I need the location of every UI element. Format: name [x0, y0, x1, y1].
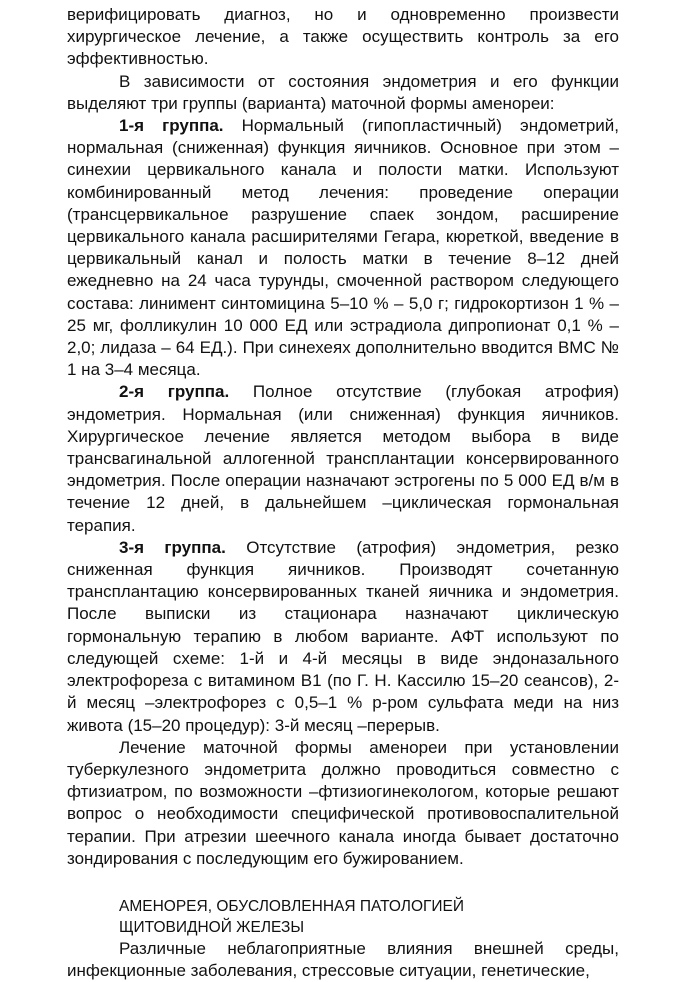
- group-3-text: Отсутствие (атрофия) эндометрия, резко сниженная функция яичников. Производят сочетанную трансплантацию консервированных тканей яичника и эндометрия. После выписки из стационара назначают циклическую гормональную терапию в любом варианте. АФТ используют по следующей схеме: 1-й и 4-й месяцы в виде эндоназального электрофореза с витамином В1 (по Г. Н. Кассилю 15–20 сеансов), 2-й месяц –электрофорез с 0,5–1 % р-ром сульфата меди на низ живота (15–20 процедур): 3-й месяц –перерыв.: [67, 537, 619, 735]
- paragraph-group-2: [67, 381, 619, 536]
- section-heading-line-2: ЩИТОВИДНОЙ ЖЕЛЕЗЫ: [119, 918, 305, 936]
- paragraph-group-3: [67, 537, 619, 737]
- section-heading-line-1: АМЕНОРЕЯ, ОБУСЛОВЛЕННАЯ ПАТОЛОГИЕЙ: [119, 897, 465, 915]
- paragraph-tuberculosis: Лечение маточной формы аменореи при установлении туберкулезного эндометрита должно проводиться совместно с фтизиатром, по возможности –фтизиогинекологом, которые решают вопрос о необходимости специфической противовоспалительной терапии. При атрезии шеечного канала иногда бывает достаточно зондирования с последующим его бужированием.: [67, 737, 619, 868]
- paragraph-intro-continuation: верифицировать диагноз, но и одновременно произвести хирургическое лечение, а также осуществить контроль за его эффективностью.: [67, 5, 619, 69]
- paragraph-thyroid-intro: Различные неблагоприятные влияния внешней среды, инфекционные заболевания, стрессовые ситуации, генетические,: [67, 938, 619, 981]
- group-3-label: 3-я группа.: [119, 537, 226, 557]
- document-page: [67, 4, 619, 982]
- paragraph-groups-intro: В зависимости от состояния эндометрия и его функции выделяют три группы (варианта) маточной формы аменореи:: [67, 71, 619, 113]
- group-1-label: 1-я группа.: [119, 116, 224, 136]
- group-2-text: Полное отсутствие (глубокая атрофия) эндометрия. Нормальная (или сниженная) функция яичников. Хирургическое лечение является методом выбора в виде трансвагинальной аллогенной трансплантации консервированного эндометрия. После операции назначают эстрогены по 5 000 ЕД в/м в течение 12 дней, в дальнейшем –циклическая гормональная терапия.: [67, 382, 619, 535]
- group-1-text: Нормальный (гипопластичный) эндометрий, нормальная (сниженная) функция яичников. Основное при этом – синехии цервикального канала и полости матки. Используют комбинированный метод лечения: проведение операции (трансцервикальное разрушение спаек зондом, расширение цервикального канала расширителями Гегара, кюреткой, введение в цервикальный канал и полость матки в течение 8–12 дней ежедневно на 24 часа турунды, смоченной раствором следующего состава: линимент синтомицина 5–10 % – 5,0 г; гидрокортизон 1 % – 25 мг, фолликулин 10 000 ЕД или эстрадиола дипропионат 0,1 % –2,0; лидаза – 64 ЕД.). При синехеях дополнительно вводится ВМС № 1 на 3–4 месяца.: [67, 116, 619, 380]
- group-2-label: 2-я группа.: [119, 382, 230, 402]
- paragraph-group-1: [67, 115, 619, 381]
- section-heading: [119, 896, 619, 938]
